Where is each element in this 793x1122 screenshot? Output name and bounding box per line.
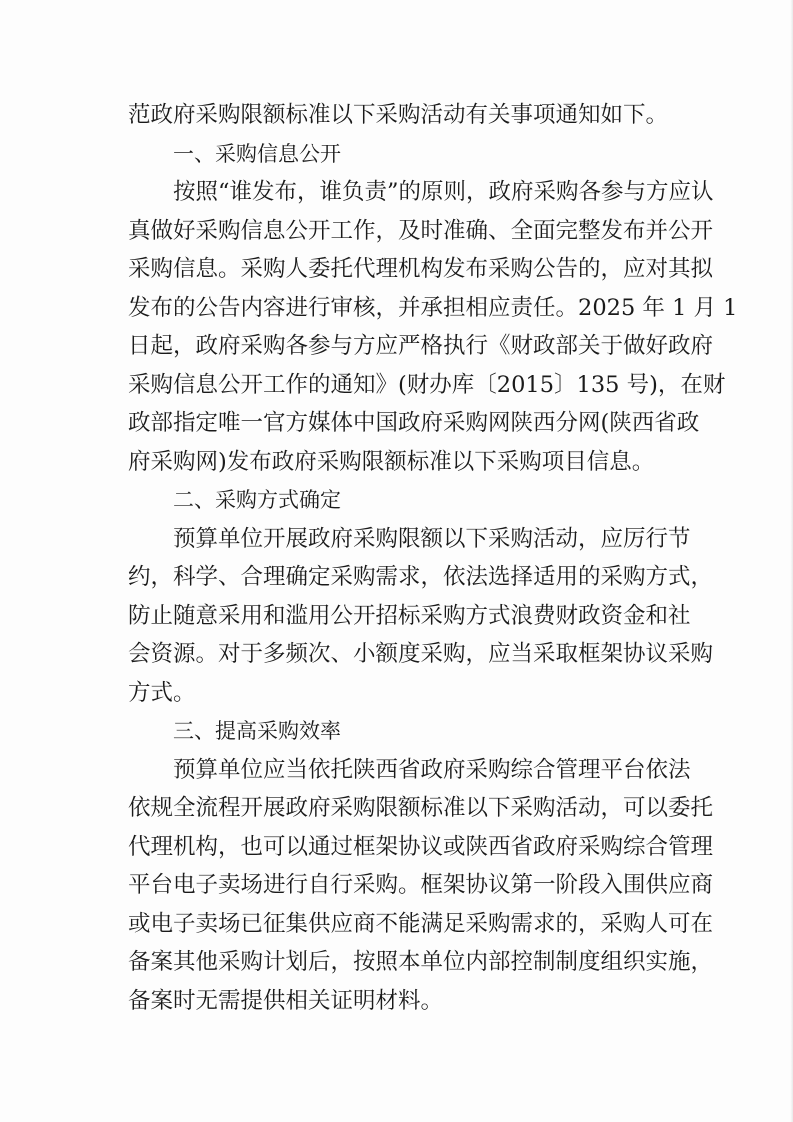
section-heading-3: 三、提高采购效率 [173, 719, 341, 743]
paragraph-line: 日起，政府采购各参与方应严格执行《财政部关于做好政府 [128, 333, 714, 359]
paragraph-line: 预算单位开展政府采购限额以下采购活动，应厉行节 [173, 525, 691, 552]
paragraph-line: 真做好采购信息公开工作，及时准确、全面完整发布并公开 [128, 217, 714, 244]
paragraph-line: 发布的公告内容进行审核，并承担相应责任。2025 年 1 月 1 [128, 294, 738, 321]
paragraph-line: 或电子卖场已征集供应商不能满足采购需求的，采购人可在 [128, 910, 714, 937]
document-body [128, 96, 738, 1020]
paragraph-line: 按照“谁发布，谁负责”的原则，政府采购各参与方应认 [173, 179, 714, 205]
paragraph-line: 依规全流程开展政府采购限额标准以下采购活动，可以委托 [128, 795, 714, 821]
paragraph-line: 采购信息公开工作的通知》(财办库〔2015〕135 号)，在财 [128, 371, 726, 398]
paragraph-line: 备案其他采购计划后，按照本单位内部控制制度组织实施， [128, 949, 714, 975]
paragraph-line: 备案时无需提供相关证明材料。 [128, 987, 444, 1014]
paragraph-line: 约，科学、合理确定采购需求，依法选择适用的采购方式， [128, 564, 714, 590]
paragraph-line: 预算单位应当依托陕西省政府采购综合管理平台依法 [173, 756, 691, 783]
paragraph-line: 防止随意采用和滥用公开招标采购方式浪费财政资金和社 [128, 602, 691, 629]
paragraph-line: 府采购网)发布政府采购限额标准以下采购项目信息。 [128, 448, 655, 475]
section-heading-1: 一、采购信息公开 [173, 141, 341, 166]
section-heading-2: 二、采购方式确定 [173, 488, 341, 512]
opening-line: 范政府采购限额标准以下采购活动有关事项通知如下。 [128, 102, 669, 128]
paragraph-line: 方式。 [128, 679, 196, 706]
paragraph-line: 政部指定唯一官方媒体中国政府采购网陕西分网(陕西省政 [128, 410, 700, 436]
paragraph-line: 代理机构，也可以通过框架协议或陕西省政府采购综合管理 [128, 833, 714, 860]
paragraph-line: 采购信息。采购人委托代理机构发布采购公告的，应对其拟 [128, 256, 714, 282]
paragraph-line: 会资源。对于多频次、小额度采购，应当采取框架协议采购 [128, 641, 714, 667]
paragraph-line: 平台电子卖场进行自行采购。框架协议第一阶段入围供应商 [128, 872, 714, 898]
